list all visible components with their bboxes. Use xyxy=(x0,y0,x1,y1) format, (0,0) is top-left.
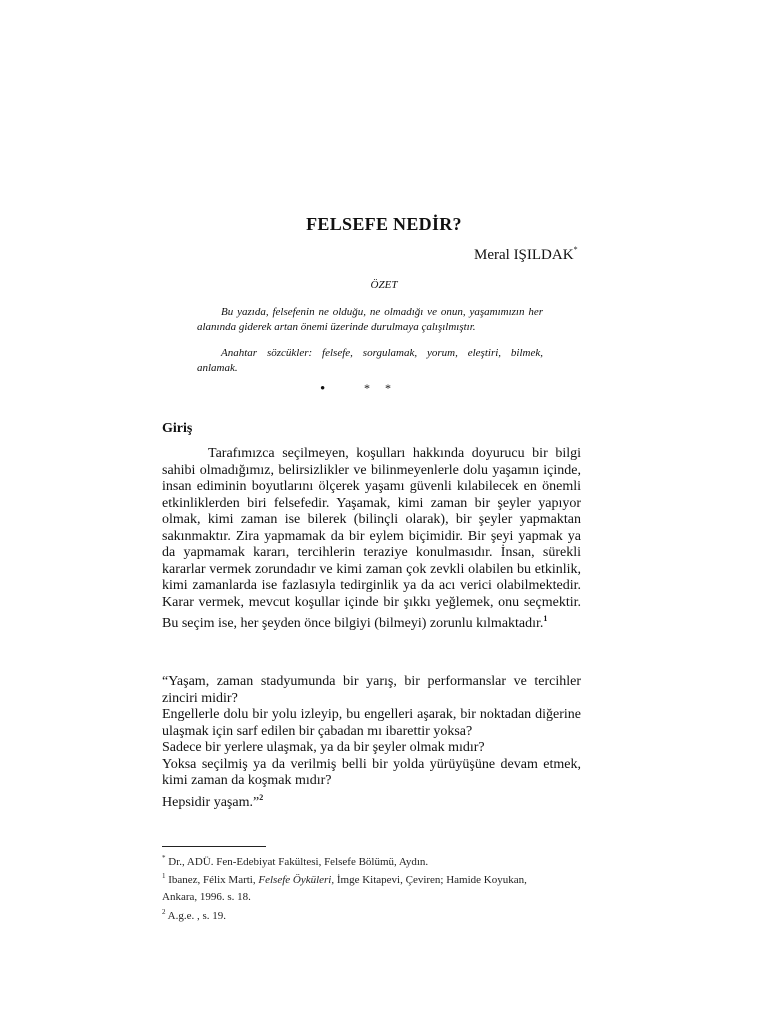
footnote-text-after: İmge Kitapevi, Çeviren; Hamide Koyukan, Ankara, 1996. s. 18. xyxy=(162,874,527,903)
section-heading: Giriş xyxy=(162,421,193,436)
footnote-book-title: Felsefe Öyküleri, xyxy=(258,874,335,886)
abstract-heading: ÖZET xyxy=(370,279,398,291)
quote-block xyxy=(162,674,581,811)
footnote-item xyxy=(162,904,562,925)
intro-paragraph xyxy=(162,446,581,633)
footnote-text: Dr., ADÜ. Fen-Edebiyat Fakültesi, Felsefe Bölümü, Aydın. xyxy=(168,856,429,868)
intro-footnote-ref: 1 xyxy=(543,614,548,623)
footnote-text-before: Ibanez, Félix Marti, xyxy=(168,874,259,886)
quote-line: Engellerle dolu bir yolu izleyip, bu engelleri aşarak, bir noktadan diğerine ulaşmak için sarf edilen bir çabadan mı ibarettir yoksa? xyxy=(162,707,581,739)
quote-line: Yoksa seçilmiş ya da verilmiş belli bir yolda yürüyüşüne devam etmek, kimi zaman da koşmak mıdır? xyxy=(162,756,581,788)
quote-line: “Yaşam, zaman stadyumunda bir yarış, bir performanslar ve tercihler zinciri midir? xyxy=(162,674,581,706)
page-title: FELSEFE NEDİR? xyxy=(306,214,462,234)
footnote-marker: 1 xyxy=(162,872,166,880)
author-line xyxy=(474,245,578,264)
footnote-text: A.g.e. , s. 19. xyxy=(167,910,227,922)
abstract-text: Bu yazıda, felsefenin ne olduğu, ne olmadığı ve onun, yaşamımızın her alanında giderek artan önemi üzerinde durulmaya çalışılmıştır. xyxy=(197,306,543,333)
quote-line: Sadece bir yerlere ulaşmak, ya da bir şeyler olmak mıdır? xyxy=(162,740,485,755)
author-name: Meral IŞILDAK xyxy=(474,247,574,263)
separator-bullet: • xyxy=(320,381,326,397)
footnote-item xyxy=(162,868,562,906)
separator-stars: * * xyxy=(364,381,397,395)
quote-footnote-ref: 2 xyxy=(259,792,264,802)
intro-paragraph-text xyxy=(162,446,581,633)
intro-paragraph-body: Tarafımızca seçilmeyen, koşulları hakkında doyurucu bir bilgi sahibi olmadığımız, belirsizlikler ve bilinmeyenlerle dolu yaşamın içinde, insan ediminin boyutlarını ölçerek yaşamı güvenli kılabilecek en önemli etkinliklerden biri felsefedir. Yaşamak, kimi zaman bir şeyler yapıyor olmak, kimi zaman ise bilerek (bilinçli olarak), bir şeyler yapmaktan sakınmaktır. Zira yapmamak da bir eylem biçimidir. Bir şeyi yapmak ya da yapmamak kararı, tercihlerin teraziye konulmasıdır. İnsan, sürekli kararlar vermek zorundadır ve kimi zaman çok zevkli olabilen bu etkinlik, kimi zamanlarda ise fazlasıyla tedirginlik ya da acı verici olabilmektedir. Karar vermek, mevcut koşullar içinde bir şıkkı yeğlemek, onu seçmektir. Bu seçim ise, her şeyden önce bilgiyi (bilmeyi) zorunlu kılmaktadır. xyxy=(162,446,581,631)
author-footnote-marker: * xyxy=(573,245,578,254)
quote-line: Hepsidir yaşam.” xyxy=(162,794,260,810)
footnote-marker: * xyxy=(162,854,166,862)
footnote-divider xyxy=(162,846,266,847)
abstract-keywords: Anahtar sözcükler: felsefe, sorgulamak, yorum, eleştiri, bilmek, anlamak. xyxy=(197,347,543,374)
quote-line-last xyxy=(162,790,581,812)
footnote-marker: 2 xyxy=(162,908,166,916)
